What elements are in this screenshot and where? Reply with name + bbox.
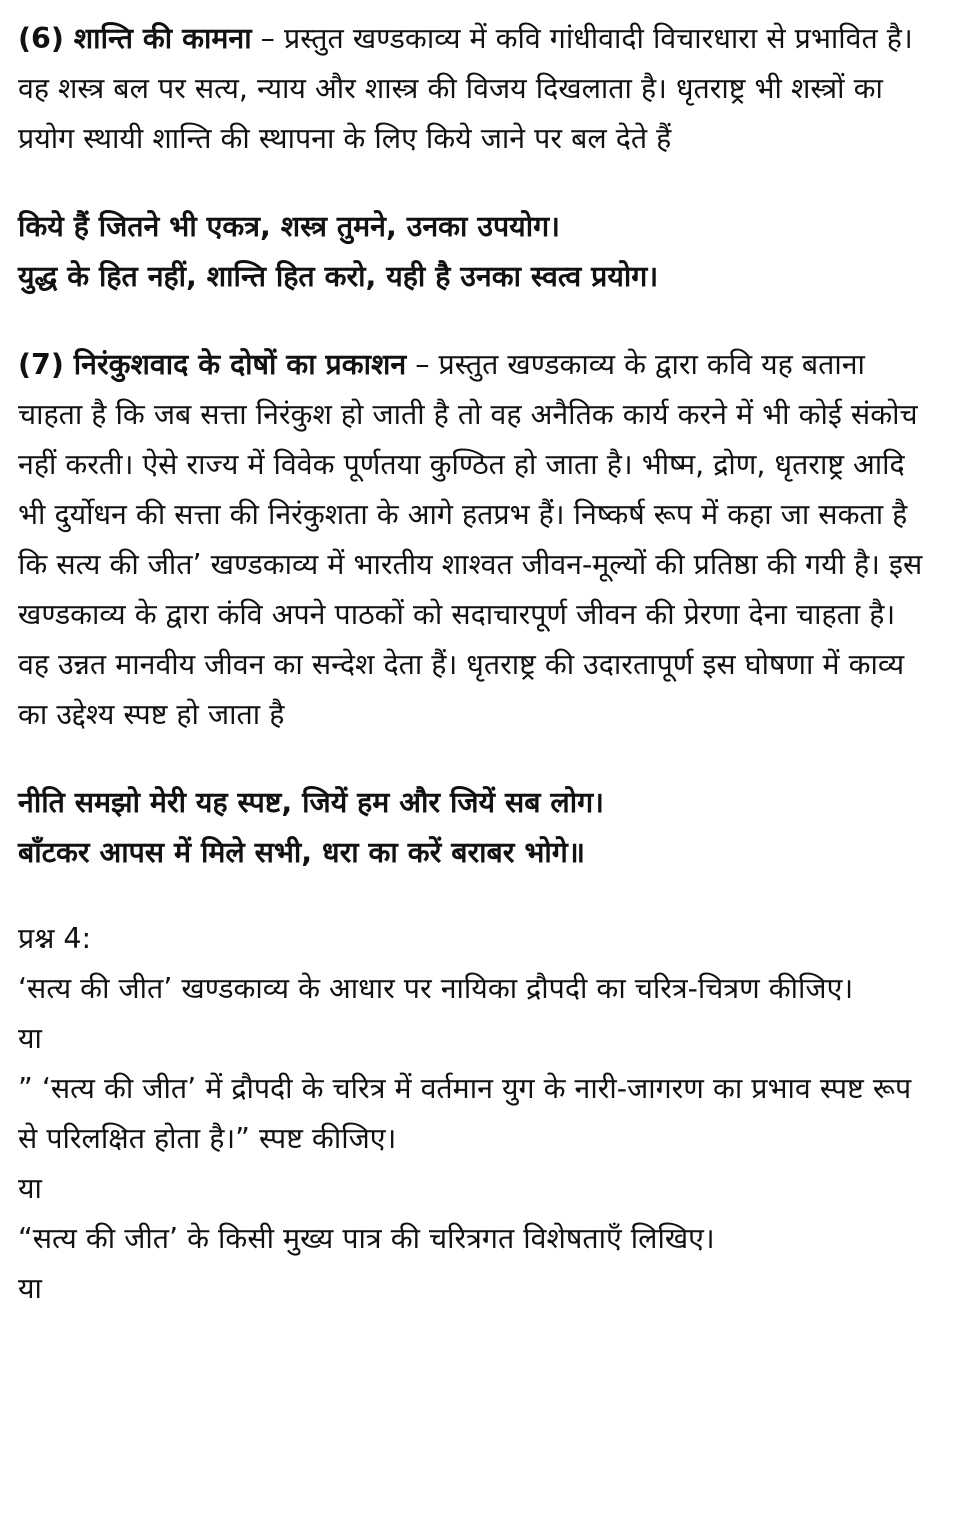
verse-2-line-2: बाँटकर आपस में मिले सभी, धरा का करें बराबर भोगे॥ [18,836,585,869]
section-7-heading: (7) निरंकुशवाद के दोषों का प्रकाशन [18,348,407,381]
spacer [18,302,935,340]
spacer [18,740,935,778]
verse-1-line-1: किये हैं जितने भी एकत्र, शस्त्र तुमने, उनका उपयोग। [18,210,560,243]
or-separator-2: या [18,1172,42,1205]
question-label: प्रश्न 4: [18,922,92,955]
spacer [18,878,935,914]
verse-2-line-1: नीति समझो मेरी यह स्पष्ट, जियें हम और जियें सब लोग। [18,786,604,819]
section-6-heading: (6) शान्ति की कामना [18,22,252,55]
section-7-body: – प्रस्तुत खण्डकाव्य के द्वारा कवि यह बताना चाहता है कि जब सत्ता निरंकुश हो जाती है तो वह अनैतिक कार्य करने में भी कोई संकोच नहीं करती। ऐसे राज्य में विवेक पूर्णतया कुण्ठित हो जाता है। भीष्म, द्रोण, धृतराष्ट्र आदि भी दुर्योधन की सत्ता की निरंकुशता के आगे हतप्रभ हैं। निष्कर्ष रूप में कहा जा सकता है कि सत्य की जीत’ खण्डकाव्य में भारतीय शाश्वत जीवन-मूल्यों की प्रतिष्ठा की गयी है। इस खण्डकाव्य के द्वारा कंवि अपने पाठकों को सदाचारपूर्ण जीवन की प्रेरणा देना चाहता है। वह उन्नत मानवीय जीवन का सन्देश देता हैं। धृतराष्ट्र की उदारतापूर्ण इस घोषणा में काव्य का उद्देश्य स्पष्ट हो जाता है [18,348,923,731]
question-text-3: “सत्य की जीत’ के किसी मुख्य पात्र की चरित्रगत विशेषताएँ लिखिए। [18,1222,715,1255]
or-separator-3: या [18,1272,42,1305]
section-6-body: – प्रस्तुत खण्डकाव्य में कवि गांधीवादी विचारधारा से प्रभावित है। वह शस्त्र बल पर सत्य, न्याय और शास्त्र की विजय दिखलाता है। धृतराष्ट्र भी शस्त्रों का प्रयोग स्थायी शान्ति की स्थापना के लिए किये जाने पर बल देते हैं [18,22,913,155]
question-text-1: ‘सत्य की जीत’ खण्डकाव्य के आधार पर नायिका द्रौपदी का चरित्र-चित्रण कीजिए। [18,972,854,1005]
section-7-paragraph [18,340,935,740]
section-6-paragraph [18,14,935,164]
or-separator-1: या [18,1022,42,1055]
verse-1-line-2: युद्ध के हित नहीं, शान्ति हित करो, यही है उनका स्वत्व प्रयोग। [18,260,659,293]
spacer [18,164,935,202]
question-text-2: ” ‘सत्य की जीत’ में द्रौपदी के चरित्र में वर्तमान युग के नारी-जागरण का प्रभाव स्पष्ट रूप से परिलक्षित होता है।” स्पष्ट कीजिए। [18,1072,912,1155]
